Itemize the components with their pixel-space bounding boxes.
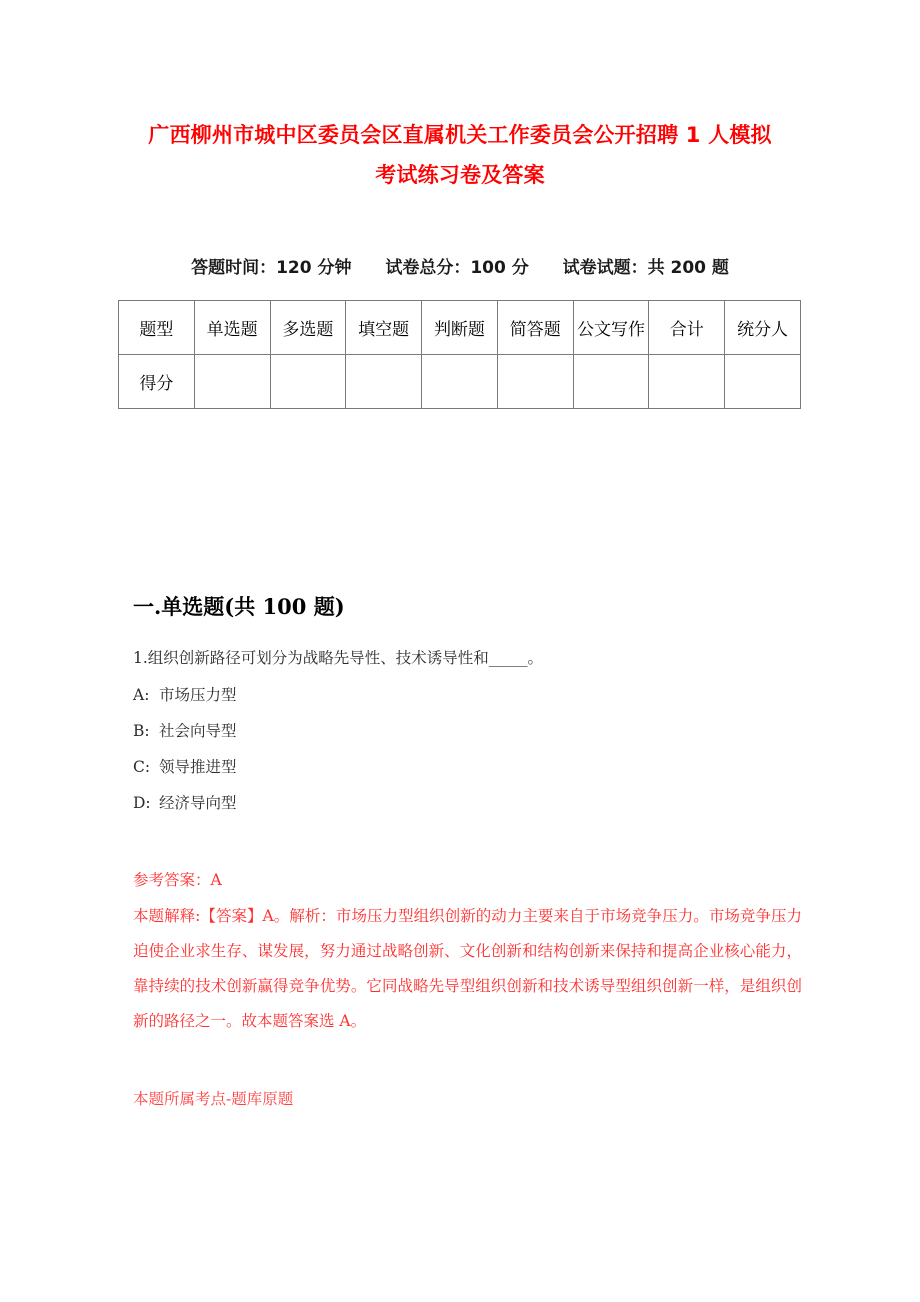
score-table-header-cell: 简答题 <box>497 301 573 355</box>
score-table-header-cell: 公文写作 <box>573 301 649 355</box>
exam-question-count: 试卷试题：共 200 题 <box>562 258 729 278</box>
reference-answer: 参考答案：A <box>133 871 222 889</box>
question-stem: 1.组织创新路径可划分为战略先导性、技术诱导性和_____。 <box>133 649 544 667</box>
score-table-header-cell: 单选题 <box>194 301 270 355</box>
score-cell[interactable] <box>725 355 801 409</box>
exam-total-score: 试卷总分：100 分 <box>385 258 529 278</box>
page-title-line-1: 广西柳州市城中区委员会区直属机关工作委员会公开招聘 1 人模拟 <box>148 123 772 147</box>
page-title-line-2: 考试练习卷及答案 <box>375 163 545 187</box>
exam-meta-line <box>0 195 920 278</box>
answer-section <box>0 821 920 1039</box>
option-a-label: 市场压力型 <box>159 686 237 704</box>
score-table-header-cell: 判断题 <box>422 301 498 355</box>
score-cell[interactable] <box>270 355 346 409</box>
score-table <box>118 300 801 409</box>
score-table-row <box>119 355 801 409</box>
knowledge-point: 本题所属考点-题库原题 <box>133 1090 294 1108</box>
option-b-key: B: <box>133 722 150 740</box>
score-table-header-cell: 合计 <box>649 301 725 355</box>
score-table-header-cell: 统分人 <box>725 301 801 355</box>
option-c[interactable] <box>133 749 800 785</box>
option-c-label: 领导推进型 <box>159 758 237 776</box>
score-cell[interactable] <box>194 355 270 409</box>
score-cell[interactable] <box>497 355 573 409</box>
score-cell[interactable] <box>649 355 725 409</box>
score-table-header-row <box>119 301 801 355</box>
exam-duration: 答题时间：120 分钟 <box>191 258 352 278</box>
score-table-header-cell: 填空题 <box>346 301 422 355</box>
score-cell[interactable] <box>422 355 498 409</box>
option-a-key: A: <box>133 686 150 704</box>
score-cell[interactable] <box>573 355 649 409</box>
page-title <box>0 0 920 195</box>
option-a[interactable] <box>133 677 800 713</box>
option-d[interactable] <box>133 785 800 821</box>
option-d-label: 经济导向型 <box>159 794 237 812</box>
option-b-label: 社会向导型 <box>159 722 237 740</box>
score-cell[interactable] <box>346 355 422 409</box>
score-table-container <box>0 278 920 409</box>
option-c-key: C: <box>133 758 151 776</box>
score-row-label: 得分 <box>119 355 195 409</box>
option-b[interactable] <box>133 713 800 749</box>
score-table-header-cell: 多选题 <box>270 301 346 355</box>
answer-explanation: 本题解释:【答案】A。解析：市场压力型组织创新的动力主要来自于市场竞争压力。市场竞争压力迫使企业求生存、谋发展，努力通过战略创新、文化创新和结构创新来保持和提高企业核心能力，靠持续的技术创新赢得竞争优势。它同战略先导型组织创新和技术诱导型组织创新一样，是组织创新的路径之一。故本题答案选 A。 <box>133 907 802 1030</box>
score-table-header-cell: 题型 <box>119 301 195 355</box>
question-options <box>133 675 800 821</box>
question-1 <box>0 621 920 821</box>
section-heading: 一.单选题(共 100 题) <box>133 594 345 619</box>
option-d-key: D: <box>133 794 151 812</box>
